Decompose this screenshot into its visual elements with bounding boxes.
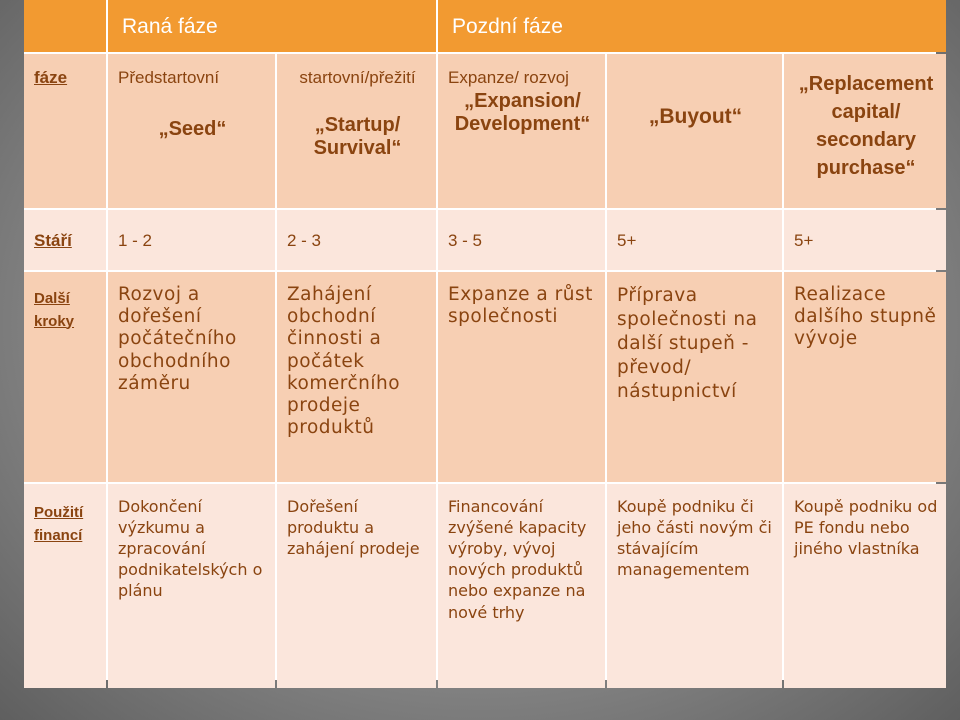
steps-expansion: Expanze a růst společnosti: [438, 272, 605, 482]
finance-expansion: Financování zvýšené kapacity výroby, vývoj nových produktů nebo expanze na nové trhy: [438, 484, 605, 688]
row-label-age: Stáří: [24, 210, 106, 270]
age-startup: 2 - 3: [277, 210, 436, 270]
header-early-phase: Raná fáze: [108, 0, 436, 52]
steps-replacement: Realizace dalšího stupně vývoje: [784, 272, 946, 482]
phase-startup-english: „Startup/ Survival“: [313, 114, 402, 159]
row-label-next-steps: Další kroky: [24, 272, 106, 482]
age-replacement: 5+: [784, 210, 946, 270]
phase-replacement-english: „Replacement capital/ secondary purchase“: [798, 73, 934, 179]
finance-seed: Dokončení výzkumu a zpracování podnikatelských o plánu: [108, 484, 275, 688]
phase-expansion-english: „Expansion/ Development“: [454, 90, 591, 135]
age-buyout: 5+: [607, 210, 782, 270]
age-seed: 1 - 2: [108, 210, 275, 270]
header-empty-cell: [24, 0, 106, 52]
phase-replacement-cell: [784, 54, 946, 208]
phase-startup-cell: [277, 54, 436, 208]
phase-buyout-cell: [607, 54, 782, 208]
row-label-phase: fáze: [24, 54, 106, 208]
phase-startup-czech: startovní/přežití: [299, 68, 416, 87]
age-expansion: 3 - 5: [438, 210, 605, 270]
phase-seed-czech: Předstartovní: [118, 68, 220, 87]
steps-startup: Zahájení obchodní činnosti a počátek komerčního prodeje produktů: [277, 272, 436, 482]
finance-buyout: Koupě podniku či jeho části novým či stávajícím managementem: [607, 484, 782, 688]
finance-startup: Dořešení produktu a zahájení prodeje: [277, 484, 436, 688]
steps-seed: Rozvoj a dořešení počátečního obchodního záměru: [108, 272, 275, 482]
venture-stage-table: [24, 0, 936, 680]
phase-expansion-cell: [438, 54, 605, 208]
phase-seed-cell: [108, 54, 275, 208]
phase-seed-english: „Seed“: [158, 118, 227, 140]
row-label-use-of-finance: Použití financí: [24, 484, 106, 688]
phase-expansion-czech: Expanze/ rozvoj: [448, 68, 569, 87]
finance-replacement: Koupě podniku od PE fondu nebo jiného vlastníka: [784, 484, 946, 688]
steps-buyout: Příprava společnosti na další stupeň - převod/ nástupnictví: [607, 272, 782, 482]
phase-buyout-english: „Buyout“: [648, 105, 743, 128]
header-late-phase: Pozdní fáze: [438, 0, 946, 52]
